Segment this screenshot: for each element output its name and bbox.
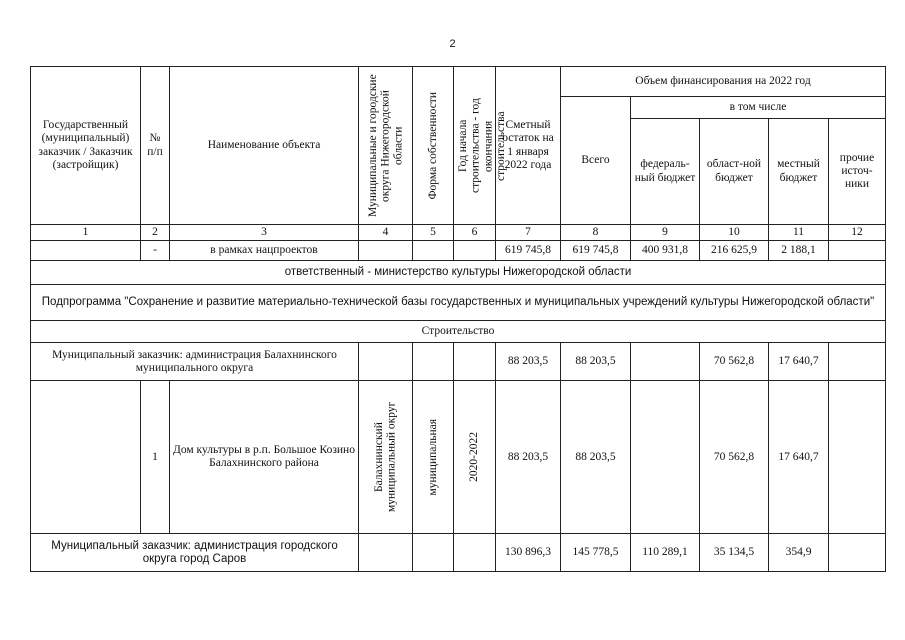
natsproekt-local: 2 188,1 <box>769 241 829 261</box>
object-years-text: 2020-2022 <box>468 432 481 483</box>
cell-empty <box>631 381 700 534</box>
customer-balakhna-total: 88 203,5 <box>561 343 631 381</box>
cell-empty <box>631 343 700 381</box>
column-number: 7 <box>496 225 561 241</box>
customer-balakhna-regional: 70 562,8 <box>700 343 769 381</box>
customer-sarov-regional: 35 134,5 <box>700 534 769 572</box>
column-number: 12 <box>829 225 886 241</box>
header-municipality-text: Муниципальные и городские округа Нижегородской области <box>366 74 404 217</box>
cell-empty <box>413 241 454 261</box>
customer-sarov-row <box>31 534 886 572</box>
natsproekt-name: в рамках нацпроектов <box>170 241 359 261</box>
customer-balakhna-row <box>31 343 886 381</box>
customer-balakhna-estimate: 88 203,5 <box>496 343 561 381</box>
natsproekt-total: 619 745,8 <box>561 241 631 261</box>
header-local: местный бюджет <box>769 119 829 225</box>
header-ownership-text: Форма собственности <box>426 91 439 200</box>
header-other: прочие источ-ники <box>829 119 886 225</box>
customer-sarov-estimate: 130 896,3 <box>496 534 561 572</box>
header-regional: област-ной бюджет <box>700 119 769 225</box>
header-estimate: Сметный остаток на 1 января 2022 года <box>496 67 561 225</box>
header-object-name: Наименование объекта <box>170 67 359 225</box>
natsproekt-num: - <box>141 241 170 261</box>
header-including: в том числе <box>631 97 886 119</box>
customer-sarov-total: 145 778,5 <box>561 534 631 572</box>
cell-empty <box>454 241 496 261</box>
cell-empty <box>359 343 413 381</box>
column-numbers-row <box>31 225 886 241</box>
section-title: Строительство <box>31 321 886 343</box>
column-number: 5 <box>413 225 454 241</box>
object-ownership <box>413 381 454 534</box>
header-total: Всего <box>561 97 631 225</box>
cell-empty <box>829 241 886 261</box>
column-number: 9 <box>631 225 700 241</box>
cell-empty <box>454 343 496 381</box>
header-customer: Государственный (муниципальный) заказчик / Заказчик (застройщик) <box>31 67 141 225</box>
customer-balakhna-name: Муниципальный заказчик: администрация Балахнинского муниципального округа <box>31 343 359 381</box>
object-municipality-text: Балахнинский муниципальный округ <box>372 402 398 513</box>
subprogram-row <box>31 285 886 321</box>
column-number: 11 <box>769 225 829 241</box>
cell-empty <box>454 534 496 572</box>
page-number: 2 <box>449 38 456 50</box>
object-regional: 70 562,8 <box>700 381 769 534</box>
column-number: 6 <box>454 225 496 241</box>
column-number: 4 <box>359 225 413 241</box>
column-number: 10 <box>700 225 769 241</box>
cell-empty <box>413 534 454 572</box>
customer-sarov-name: Муниципальный заказчик: администрация городского округа город Саров <box>31 534 359 572</box>
financing-table <box>30 66 886 572</box>
column-number: 8 <box>561 225 631 241</box>
customer-balakhna-local: 17 640,7 <box>769 343 829 381</box>
column-number: 1 <box>31 225 141 241</box>
object-total: 88 203,5 <box>561 381 631 534</box>
header-years-text: Год начала строительства - год окончания строительства <box>457 98 507 193</box>
header-financing: Объем финансирования на 2022 год <box>561 67 886 97</box>
header-row-1 <box>31 67 886 97</box>
object-row <box>31 381 886 534</box>
natsproekt-estimate: 619 745,8 <box>496 241 561 261</box>
customer-sarov-local: 354,9 <box>769 534 829 572</box>
natsproekt-regional: 216 625,9 <box>700 241 769 261</box>
cell-empty <box>829 381 886 534</box>
cell-empty <box>359 241 413 261</box>
object-local: 17 640,7 <box>769 381 829 534</box>
cell-empty <box>31 241 141 261</box>
responsible-ministry: ответственный - министерство культуры Нижегородской области <box>31 261 886 285</box>
cell-empty <box>31 381 141 534</box>
object-estimate: 88 203,5 <box>496 381 561 534</box>
section-row <box>31 321 886 343</box>
natsproekt-row <box>31 241 886 261</box>
object-years <box>454 381 496 534</box>
column-number: 3 <box>170 225 359 241</box>
subprogram-title: Подпрограмма "Сохранение и развитие материально-технической базы государственных и муниципальных учреждений культуры Нижегородской области" <box>31 285 886 321</box>
header-years <box>454 67 507 225</box>
natsproekt-federal: 400 931,8 <box>631 241 700 261</box>
object-num: 1 <box>141 381 170 534</box>
cell-empty <box>829 534 886 572</box>
customer-sarov-federal: 110 289,1 <box>631 534 700 572</box>
header-municipality <box>359 67 413 225</box>
cell-empty <box>829 343 886 381</box>
cell-empty <box>413 343 454 381</box>
header-ownership <box>413 67 454 225</box>
object-ownership-text: муниципальная <box>426 418 439 496</box>
cell-empty <box>359 534 413 572</box>
object-name: Дом культуры в р.п. Большое Козино Балахнинского района <box>170 381 359 534</box>
responsible-row <box>31 261 886 285</box>
object-municipality <box>359 381 413 534</box>
header-federal: федераль-ный бюджет <box>631 119 700 225</box>
header-num: № п/п <box>141 67 170 225</box>
column-number: 2 <box>141 225 170 241</box>
